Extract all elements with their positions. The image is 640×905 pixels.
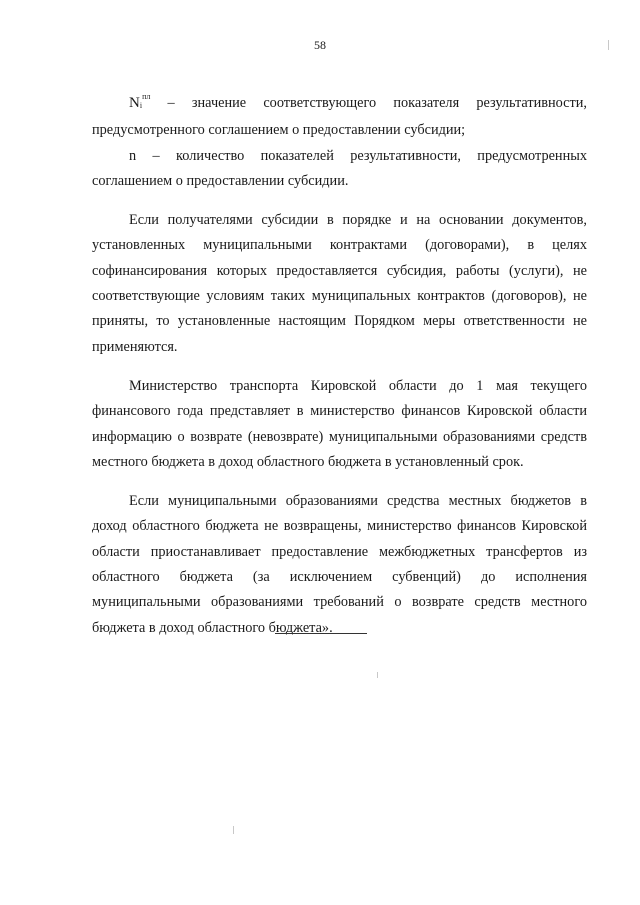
definition-n [92, 144, 587, 195]
symbol-superscript: пл [142, 92, 151, 101]
end-of-text-rule [275, 633, 367, 634]
paragraph-suspension: Если муниципальными образованиями средства местных бюджетов в доход областного бюджета не возвращены, министерство финансов Кировской области приостанавливает предоставление межбюджетных трансфертов из областного бюджета (за исключением субвенций) до исполнения муниципальными образованиями требований о возврате средств местного бюджета в доход областного бюджета». [92, 493, 587, 636]
paragraph-ministry-transport: Министерство транспорта Кировской области до 1 мая текущего финансового года представляет в министерство финансов Кировской области информацию о возврате (невозврате) муниципальными образованиями средств местного бюджета в доход областного бюджета в установленный срок. [92, 377, 587, 470]
definition-text: – количество показателей результативности, предусмотренных соглашением о предоставлении субсидии. [92, 147, 587, 189]
scan-speck [377, 672, 378, 678]
definition-n-pl [92, 84, 587, 144]
formula-symbol [129, 92, 151, 111]
symbol-letter: N [129, 95, 140, 111]
document-body [92, 84, 587, 641]
paragraph-spacer [92, 194, 587, 208]
scan-speck [608, 40, 609, 50]
page-number: 58 [314, 38, 326, 52]
symbol-subscript: i [139, 101, 143, 110]
scan-speck [233, 826, 234, 834]
paragraph-spacer [92, 475, 587, 489]
paragraph-spacer [92, 360, 587, 374]
paragraph-responsibility: Если получателями субсидии в порядке и на основании документов, установленных муниципальными контрактами (договорами), в целях софинансирования которых предоставляется субсидия, работы (услуги), не соответствующие условиям таких муниципальных контрактов (договоров), не приняты, то установленные настоящим Порядком меры ответственности не применяются. [92, 212, 587, 355]
formula-symbol: n [129, 147, 137, 164]
definition-text: – значение соответствующего показателя результативности, предусмотренного соглашением о предоставлении субсидии; [92, 95, 587, 139]
